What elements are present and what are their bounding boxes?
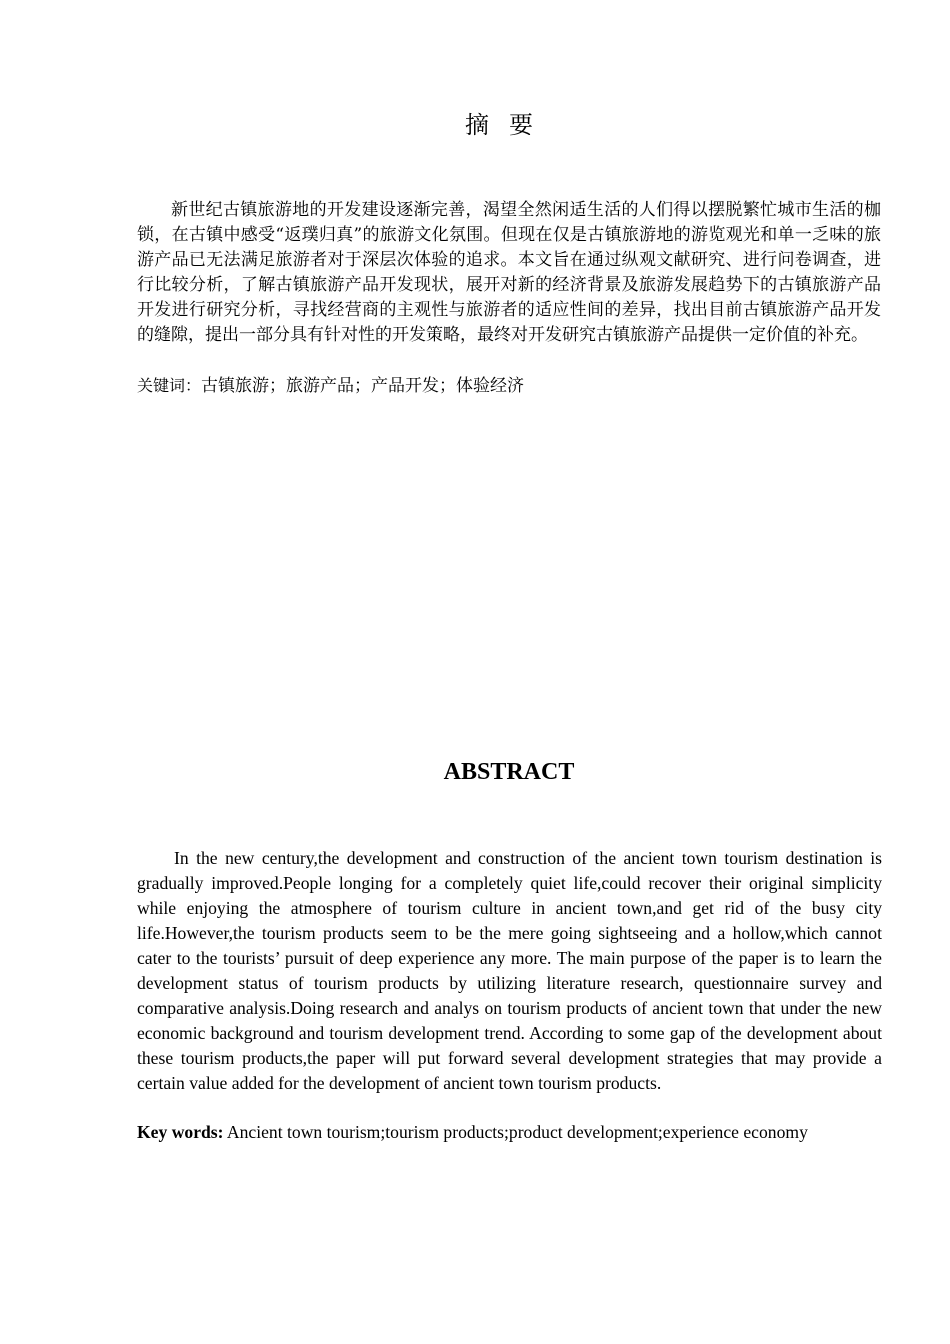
english-abstract-body: In the new century,the development and construction of the ancient town tourism destination is gradually improved.People longing for a completely quiet life,could recover their original simplicity while enjoying the atmosphere of tourism culture in ancient town,and get rid of the busy city life.However,the tourism products seem to be the mere going sightseeing and a hollow,which cannot cater to the tourists’ pursuit of deep experience any more. The main purpose of the paper is to learn the development status of tourism products by utilizing literature research, questionnaire survey and comparative analysis.Doing research and analys on tourism products of ancient town that under the new economic background and tourism development trend. According to some gap of the development about these tourism products,the paper will put forward several development strategies that may provide a certain value added for the development of ancient town tourism products. xyxy=(137,848,882,1093)
chinese-keywords-label: 关键词： xyxy=(137,376,202,395)
chinese-abstract-body: 新世纪古镇旅游地的开发建设逐渐完善，渴望全然闲适生活的人们得以摆脱繁忙城市生活的枷锁，在古镇中感受“返璞归真”的旅游文化氛围。但现在仅是古镇旅游地的游览观光和单一乏味的旅游产品已无法满足旅游者对于深层次体验的追求。本文旨在通过纵观文献研究、进行问卷调查，进行比较分析，了解古镇旅游产品开发现状，展开对新的经济背景及旅游发展趋势下的古镇旅游产品开发进行研究分析，寻找经营商的主观性与旅游者的适应性间的差异，找出目前古镇旅游产品开发的缝隙，提出一部分具有针对性的开发策略，最终对开发研究古镇旅游产品提供一定价值的补充。 xyxy=(137,200,881,345)
chinese-keywords-text: 古镇旅游；旅游产品；产品开发；体验经济 xyxy=(201,376,525,396)
english-keywords-label: Key words: xyxy=(137,1122,224,1142)
chinese-abstract-title: 摘要 xyxy=(465,111,553,139)
english-keywords xyxy=(137,1120,897,1145)
chinese-keywords xyxy=(137,373,881,399)
english-keywords-text: Ancient town tourism;tourism products;product development;experience economy xyxy=(223,1122,808,1142)
english-abstract-title: ABSTRACT xyxy=(443,759,575,785)
